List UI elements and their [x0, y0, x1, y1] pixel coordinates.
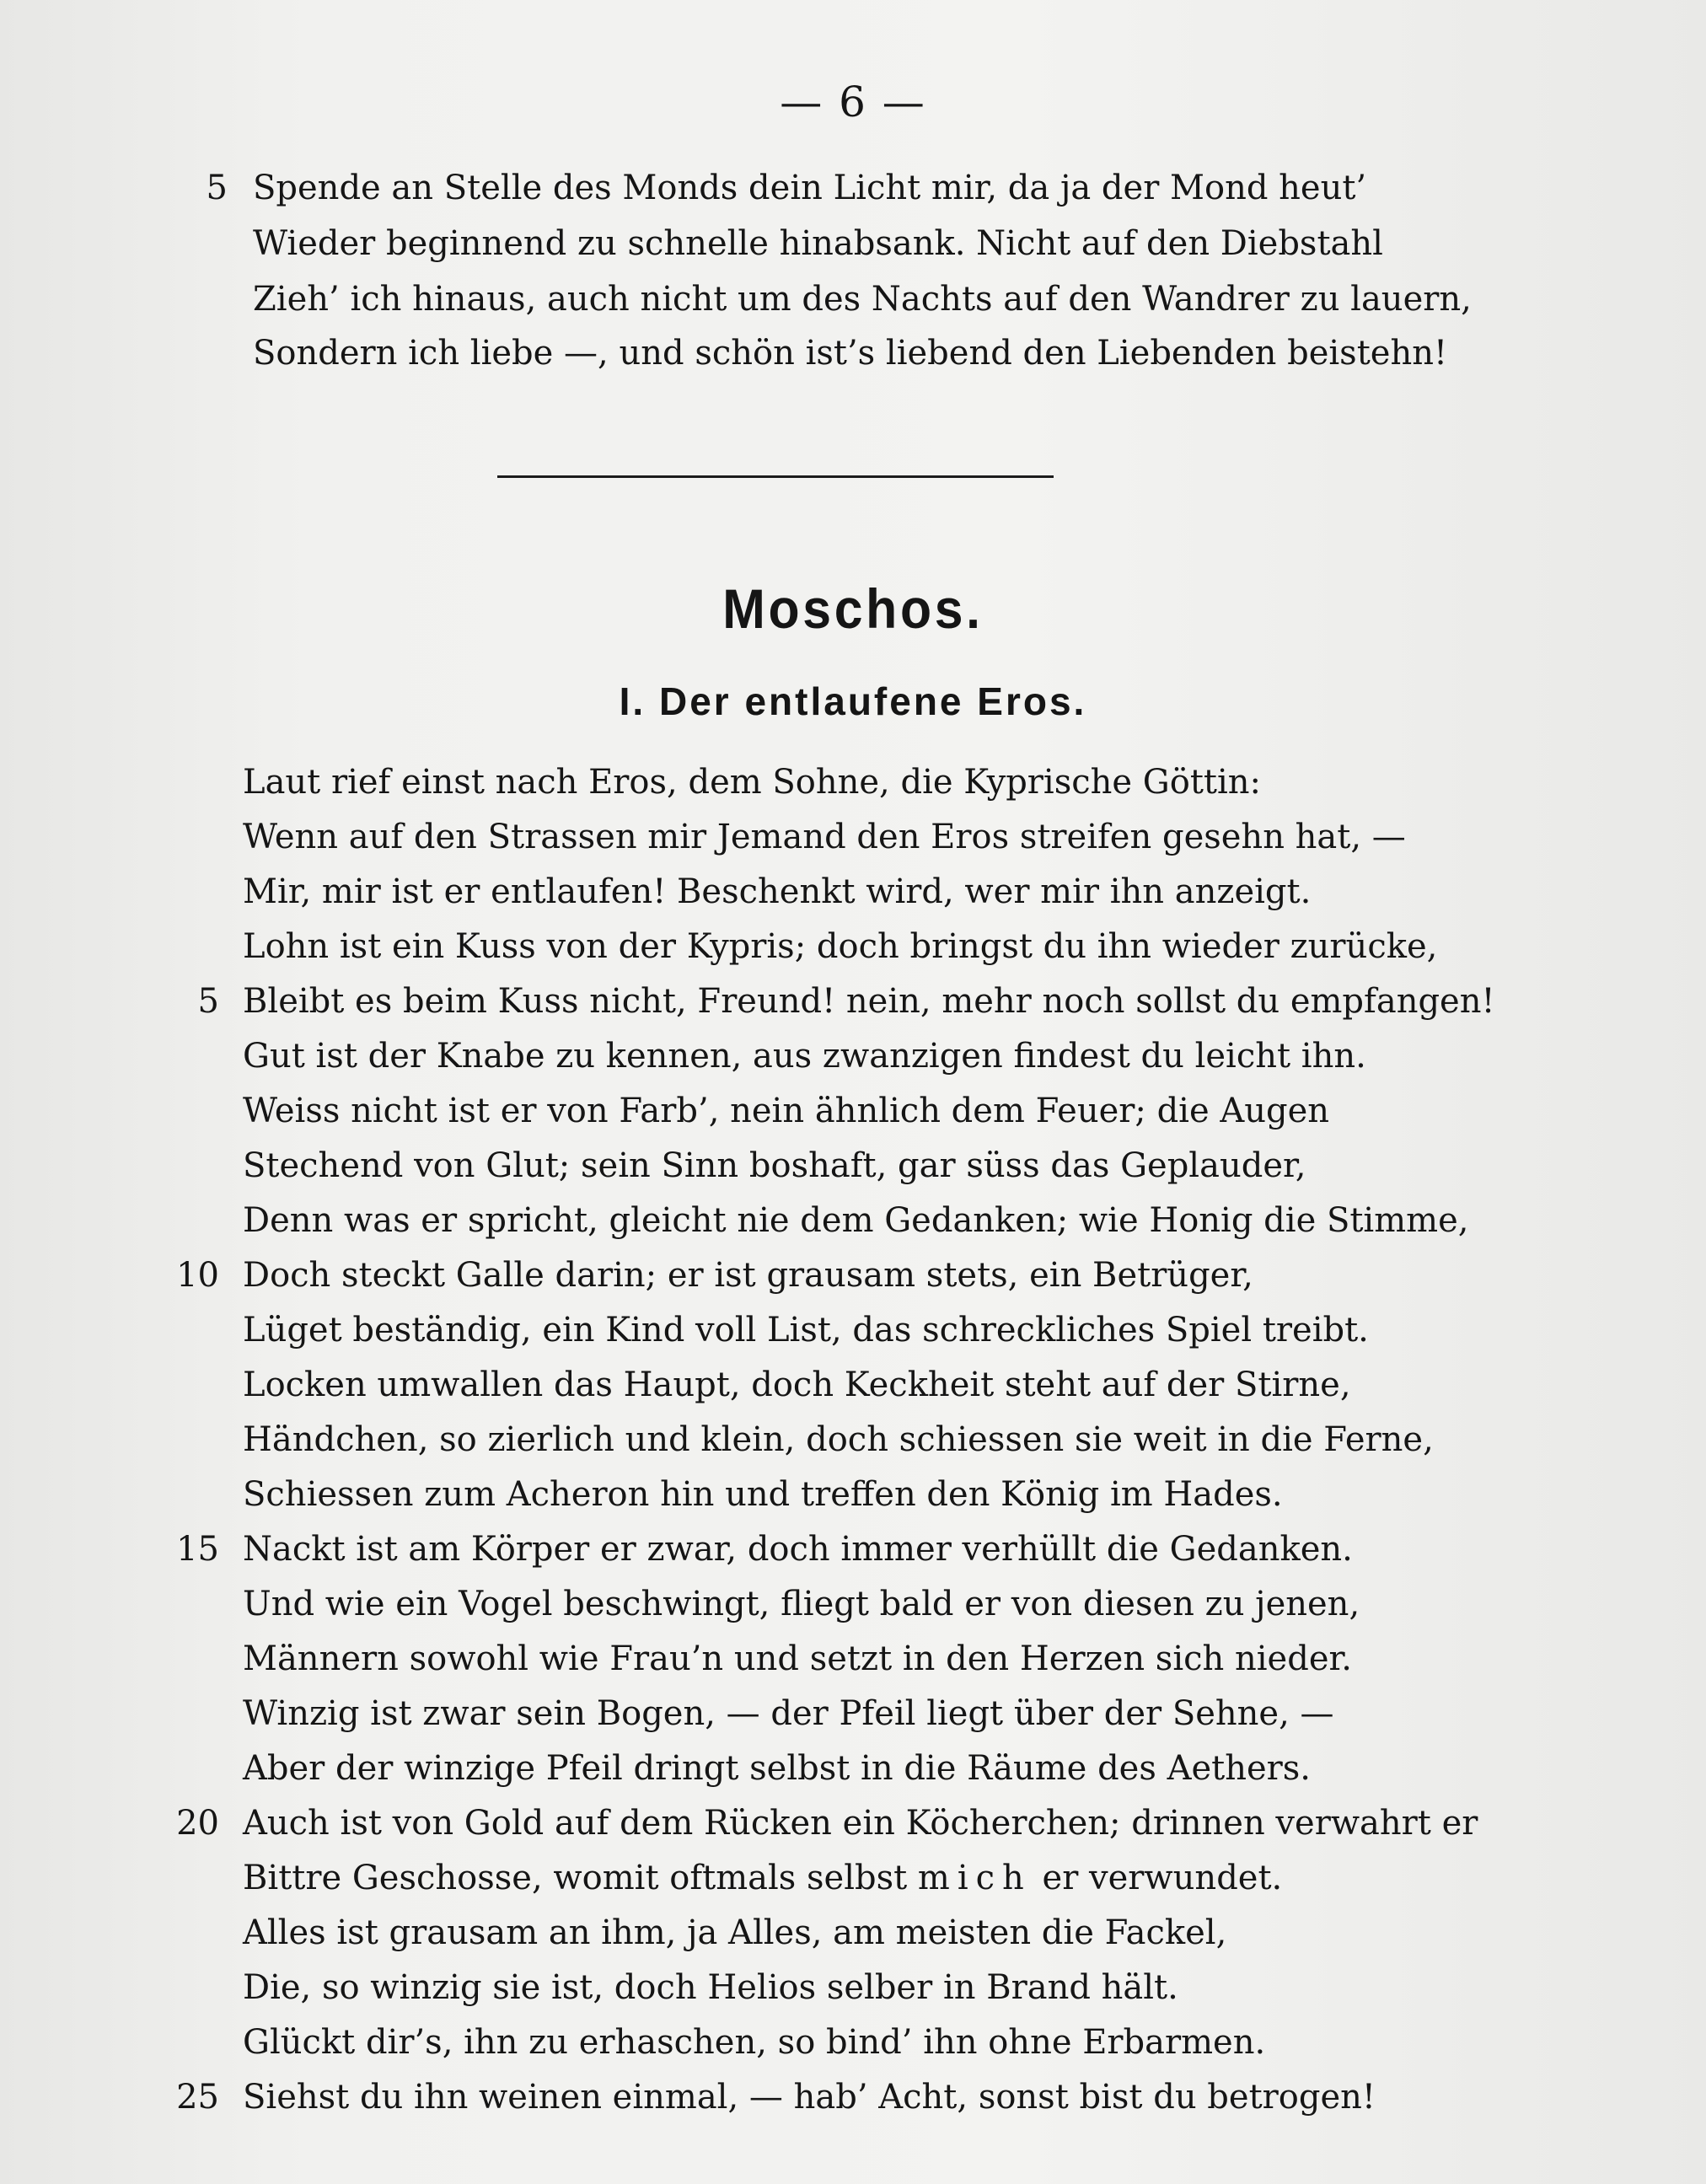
verse-line	[0, 1467, 1706, 1522]
verse-line	[0, 1357, 1706, 1413]
verse-line	[0, 271, 1706, 327]
verse-text: Weiss nicht ist er von Farb’, nein ähnlich dem Feuer; die Augen	[243, 1092, 1330, 1130]
verse-text: Wieder beginnend zu schnelle hinabsank. Nicht auf den Diebstahl	[253, 224, 1383, 263]
verse-text: Winzig ist zwar sein Bogen, — der Pfeil liegt über der Sehne, —	[243, 1694, 1334, 1733]
verse-line	[0, 809, 1706, 865]
verse-text: Stechend von Glut; sein Sinn boshaft, gar süss das Geplauder,	[243, 1146, 1306, 1185]
author-heading: Moschos.	[722, 577, 984, 640]
line-number: 10	[176, 1256, 219, 1295]
verse-line	[0, 160, 1706, 216]
verse-text: Die, so winzig sie ist, doch Helios selber in Brand hält.	[243, 1968, 1178, 2007]
verse-line	[0, 1521, 1706, 1577]
verse-text: Aber der winzige Pfeil dringt selbst in die Räume des Aethers.	[243, 1749, 1312, 1788]
verse-line	[0, 1576, 1706, 1632]
verse-line	[0, 1741, 1706, 1796]
verse-line	[0, 1850, 1706, 1906]
verse-text: Männern sowohl wie Frau’n und setzt in den Herzen sich nieder.	[243, 1639, 1352, 1678]
page-number: — 6 —	[780, 78, 926, 126]
verse-text: Spende an Stelle des Monds dein Licht mir, da ja der Mond heut’	[253, 169, 1367, 207]
verse-text: Auch ist von Gold auf dem Rücken ein Köcherchen; drinnen verwahrt er	[243, 1804, 1478, 1843]
verse-text-start: Bittre Geschosse, womit oftmals selbst	[243, 1859, 908, 1897]
verse-line	[0, 1905, 1706, 1961]
verse-line	[0, 864, 1706, 920]
verse-line	[0, 1412, 1706, 1468]
verse-line	[0, 754, 1706, 810]
section-divider	[497, 475, 1054, 478]
verse-text: Mir, mir ist er entlaufen! Beschenkt wird, wer mir ihn anzeigt.	[243, 872, 1312, 911]
line-number: 15	[176, 1530, 219, 1569]
verse-line	[0, 1795, 1706, 1851]
verse-text	[243, 1850, 1282, 1906]
verse-text: Schiessen zum Acheron hin und treffen den König im Hades.	[243, 1475, 1283, 1514]
verse-text: Sondern ich liebe —, und schön ist’s liebend den Liebenden beistehn!	[253, 334, 1448, 373]
emphasized-word: mich	[917, 1859, 1032, 1897]
verse-text: Doch steckt Galle darin; er ist grausam stets, ein Betrüger,	[243, 1256, 1253, 1295]
verse-line	[0, 1302, 1706, 1358]
verse-line	[0, 216, 1706, 271]
verse-text: Und wie ein Vogel beschwingt, fliegt bald er von diesen zu jenen,	[243, 1585, 1360, 1623]
line-number: 5	[197, 982, 219, 1021]
line-number: 25	[176, 2078, 219, 2117]
verse-line	[0, 2069, 1706, 2125]
verse-text: Alles ist grausam an ihm, ja Alles, am meisten die Fackel,	[243, 1913, 1227, 1952]
verse-line	[0, 1686, 1706, 1741]
verse-text: Laut rief einst nach Eros, dem Sohne, die Kyprische Göttin:	[243, 763, 1262, 802]
verse-text: Glückt dir’s, ihn zu erhaschen, so bind’ ihn ohne Erbarmen.	[243, 2023, 1266, 2062]
line-number: 20	[176, 1804, 219, 1843]
verse-line	[0, 325, 1706, 381]
verse-text: Zieh’ ich hinaus, auch nicht um des Nachts auf den Wandrer zu lauern,	[253, 280, 1472, 319]
verse-text: Denn was er spricht, gleicht nie dem Gedanken; wie Honig die Stimme,	[243, 1201, 1469, 1240]
verse-text: Lüget beständig, ein Kind voll List, das schreckliches Spiel treibt.	[243, 1311, 1369, 1350]
verse-text: Lohn ist ein Kuss von der Kypris; doch bringst du ihn wieder zurücke,	[243, 927, 1438, 966]
verse-text: Siehst du ihn weinen einmal, — hab’ Acht, sonst bist du betrogen!	[243, 2078, 1376, 2117]
verse-line	[0, 1960, 1706, 2015]
verse-text: Gut ist der Knabe zu kennen, aus zwanzigen findest du leicht ihn.	[243, 1037, 1366, 1076]
verse-line	[0, 1083, 1706, 1139]
verse-line	[0, 1193, 1706, 1248]
verse-line	[0, 2015, 1706, 2070]
verse-text: Nackt ist am Körper er zwar, doch immer verhüllt die Gedanken.	[243, 1530, 1353, 1569]
line-number: 5	[206, 169, 228, 207]
verse-text: Locken umwallen das Haupt, doch Keckheit steht auf der Stirne,	[243, 1366, 1351, 1404]
poem-title: I. Der entlaufene Eros.	[619, 679, 1087, 723]
verse-line	[0, 1138, 1706, 1194]
verse-line	[0, 1631, 1706, 1687]
verse-text: Händchen, so zierlich und klein, doch schiessen sie weit in die Ferne,	[243, 1420, 1434, 1459]
verse-text-end: er verwundet.	[1031, 1859, 1283, 1897]
verse-text: Wenn auf den Strassen mir Jemand den Eros streifen gesehn hat, —	[243, 818, 1406, 856]
verse-text: Bleibt es beim Kuss nicht, Freund! nein, mehr noch sollst du empfangen!	[243, 982, 1495, 1021]
verse-line	[0, 974, 1706, 1029]
verse-line	[0, 1248, 1706, 1303]
verse-line	[0, 919, 1706, 974]
verse-line	[0, 1028, 1706, 1084]
